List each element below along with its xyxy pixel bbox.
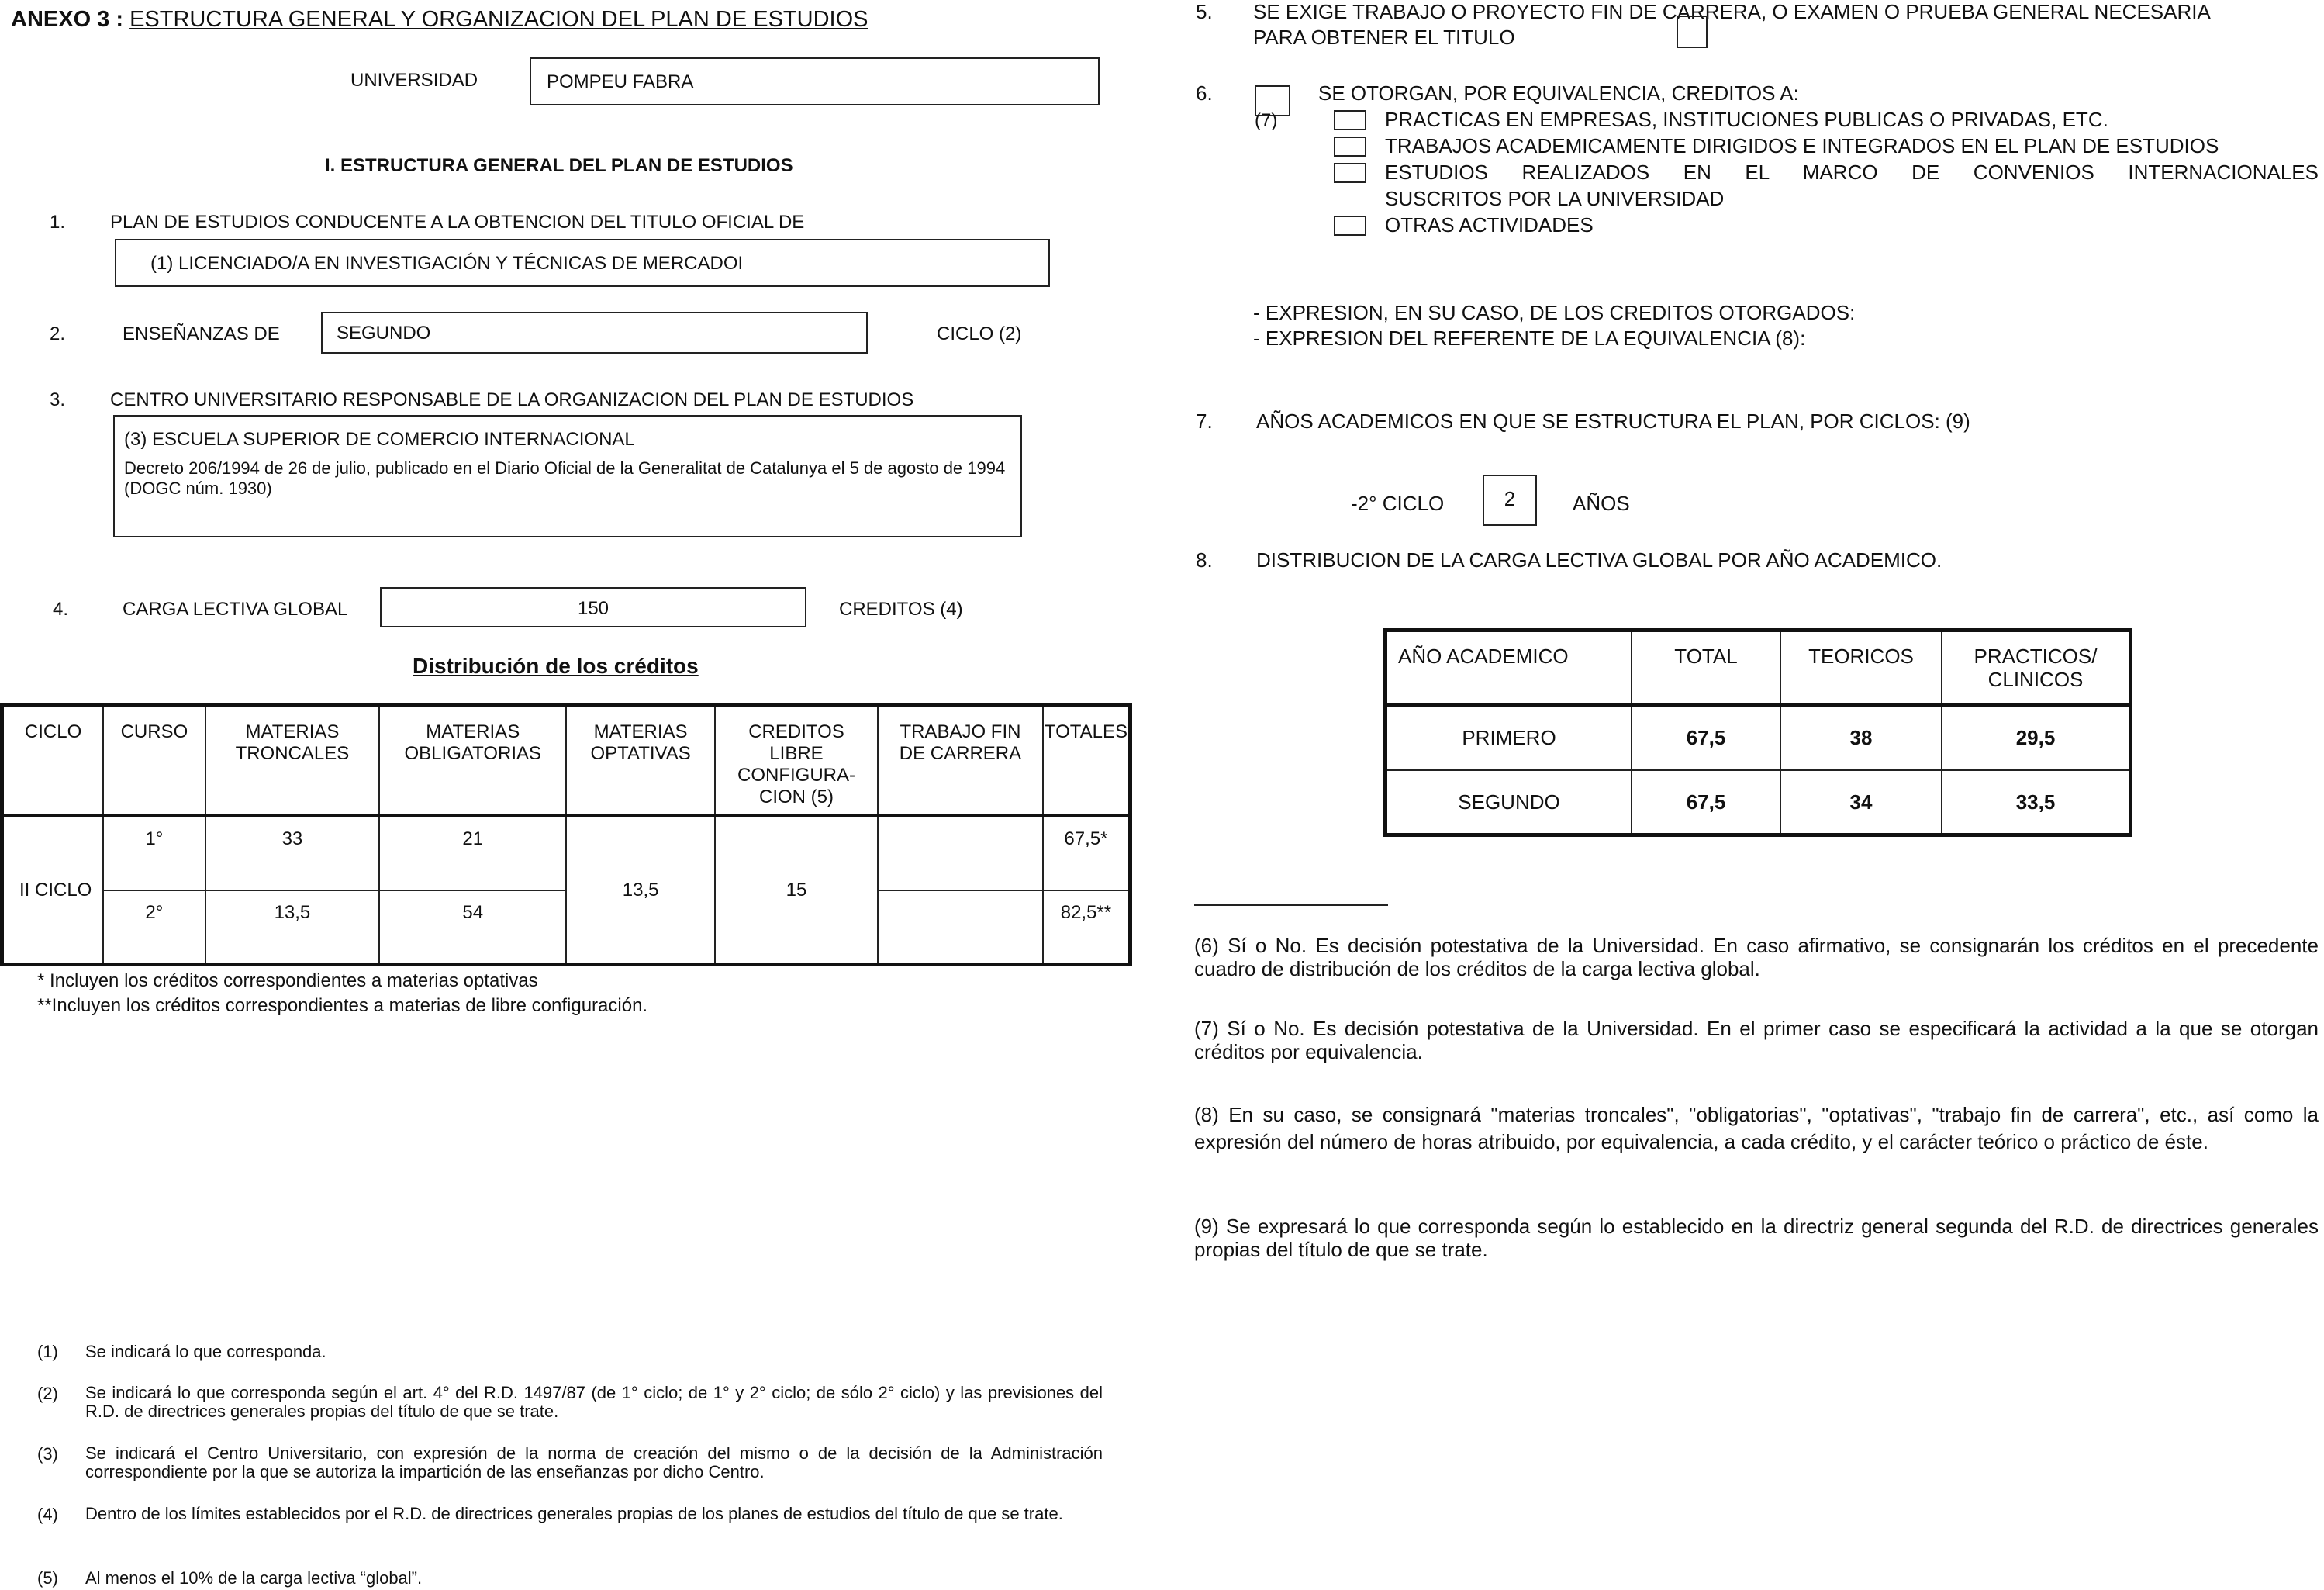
cycle-value: SEGUNDO [337,323,431,344]
degree-title-value: (1) LICENCIADO/A EN INVESTIGACIÓN Y TÉCNICAS DE MERCADOI [150,253,744,274]
totales-cell: 67,5* [1043,816,1131,890]
annex-title: ESTRUCTURA GENERAL Y ORGANIZACION DEL PLAN DE ESTUDIOS [129,7,868,32]
item6-ref: (7) [1255,110,1278,131]
option-checkbox-trabajos[interactable] [1334,137,1366,157]
trabajo-cell [878,816,1043,890]
credits-table [0,703,1132,966]
year-cell: PRIMERO [1386,705,1632,770]
item4-number: 4. [53,599,69,620]
option-checkbox-otras[interactable] [1334,216,1366,236]
header-ciclo: CICLO [2,706,104,816]
footnote-text: Sí o No. Es decisión potestativa de la Universidad. En el primer caso se especificará la actividad a la que se otorgan créditos por equivalencia. [1194,1017,2319,1063]
curso-cell: 2° [103,890,205,965]
cycle-field [321,312,868,354]
footnote-num: (5) [37,1568,58,1588]
global-load-field [380,587,806,627]
item2-suffix: CICLO (2) [937,323,1022,344]
footnote-num: (2) [37,1384,58,1403]
libre-cell: 15 [715,816,878,965]
footnote-1 [37,1342,1103,1362]
item8-number: 8. [1196,548,1213,572]
item3-number: 3. [50,389,66,410]
option-otras: OTRAS ACTIVIDADES [1385,213,1594,237]
practicos-cell: 29,5 [1942,705,2131,770]
section-title: I. ESTRUCTURA GENERAL DEL PLAN DE ESTUDIOS [325,155,793,176]
option-estudios-cont: SUSCRITOS POR LA UNIVERSIDAD [1385,187,1725,210]
troncales-cell: 13,5 [205,890,380,965]
footnote-text: En su caso, se consignará "materias troncales", "obligatorias", "optativas", "trabajo fin de carrera", etc., así como la expresión del número de horas atribuido, por equivalencia, a cada crédito, y el carácter teórico o práctico de éste. [1194,1103,2319,1153]
item2-label: ENSEÑANZAS DE [123,323,280,344]
footnote-num: (6) [1194,934,1219,957]
table-row [1386,705,2131,770]
item2-number: 2. [50,323,66,344]
table-row [1386,770,2131,835]
center-field [113,415,1022,537]
option-trabajos: TRABAJOS ACADEMICAMENTE DIRIGIDOS E INTEGRADOS EN EL PLAN DE ESTUDIOS [1385,134,2219,157]
footnote-num: (7) [1194,1017,1219,1040]
center-name: (3) ESCUELA SUPERIOR DE COMERCIO INTERNACIONAL [124,429,635,450]
university-field [530,57,1100,105]
item6-expr2: - EXPRESION DEL REFERENTE DE LA EQUIVALENCIA (8): [1253,327,1806,350]
item5-line1: SE EXIGE TRABAJO O PROYECTO FIN DE CARRERA, O EXAMEN O PRUEBA GENERAL NECESARIA [1253,0,2211,23]
footnote-2 [37,1384,1103,1421]
load-header-row [1386,631,2131,705]
footnote-num: (3) [37,1444,58,1464]
footnote-text: Se indicará lo que corresponda. [85,1342,326,1361]
header-optativas: MATERIAS OPTATIVAS [566,706,715,816]
item3-label: CENTRO UNIVERSITARIO RESPONSABLE DE LA ORGANIZACION DEL PLAN DE ESTUDIOS [110,389,914,410]
header-practicos: PRACTICOS/ CLINICOS [1942,631,2131,705]
item6-expr1: - EXPRESION, EN SU CASO, DE LOS CREDITOS OTORGADOS: [1253,301,1856,324]
item5-line2: PARA OBTENER EL TITULO [1253,26,1515,49]
header-obligatorias: MATERIAS OBLIGATORIAS [379,706,566,816]
total-cell: 67,5 [1632,770,1780,835]
footnote-num: (8) [1194,1103,1219,1126]
footnote-text: Al menos el 10% de la carga lectiva “global”. [85,1568,423,1588]
footnote-5 [37,1568,1103,1588]
cycle-years-unit: AÑOS [1573,492,1630,515]
totales-cell: 82,5** [1043,890,1131,965]
header-year: AÑO ACADEMICO [1386,631,1632,705]
footnote-divider [1194,904,1388,906]
footnote-text: Dentro de los límites establecidos por el R.D. de directrices generales propias de los planes de estudios del título de que se trate. [85,1504,1063,1523]
footnote-num: (9) [1194,1215,1219,1238]
credits-header-row [2,706,1131,816]
year-cell: SEGUNDO [1386,770,1632,835]
option-checkbox-practicas[interactable] [1334,110,1366,130]
obligatorias-cell: 21 [379,816,566,890]
load-by-year-table [1383,628,2132,837]
item4-label: CARGA LECTIVA GLOBAL [123,599,348,620]
curso-cell: 1° [103,816,205,890]
teoricos-cell: 38 [1780,705,1942,770]
university-value: POMPEU FABRA [547,71,694,92]
table-row [2,890,1131,965]
cycle-years-field [1483,475,1537,526]
credits-note-2: **Incluyen los créditos correspondientes a materias de libre configuración. [37,995,648,1016]
header-libre: CREDITOS LIBRE CONFIGURA-CION (5) [715,706,878,816]
header-curso: CURSO [103,706,205,816]
cycle-years-label: -2° CICLO [1351,492,1445,515]
header-totales: TOTALES [1043,706,1131,816]
item6-number: 6. [1196,81,1213,105]
item6-title: SE OTORGAN, POR EQUIVALENCIA, CREDITOS A: [1318,81,1799,105]
item4-suffix: CREDITOS (4) [839,599,963,620]
university-label: UNIVERSIDAD [350,70,478,91]
cycle-years-value: 2 [1504,487,1516,510]
footnote-6 [1194,934,2319,980]
center-decree: Decreto 206/1994 de 26 de julio, publicado en el Diario Oficial de la Generalitat de Catalunya el 5 de agosto de 1994 (DOGC núm. 1930) [124,458,1006,498]
ciclo-cell: II CICLO [2,816,104,965]
global-load-value: 150 [577,598,609,619]
teoricos-cell: 34 [1780,770,1942,835]
footnote-text: Se indicará el Centro Universitario, con expresión de la norma de creación del mismo o de la decisión de la Administración correspondiente por la que se autoriza la impartición de las enseñanzas por dicho Centro. [85,1443,1103,1481]
item8-label: DISTRIBUCION DE LA CARGA LECTIVA GLOBAL POR AÑO ACADEMICO. [1256,548,1942,572]
footnote-num: (1) [37,1342,58,1361]
footnote-8 [1194,1101,2319,1156]
footnote-text: Se expresará lo que corresponda según lo establecido en la directriz general segunda del R.D. de directrices generales propias del título de que se trate. [1194,1215,2319,1261]
credits-title: Distribución de los créditos [413,654,699,678]
credits-note-1: * Incluyen los créditos correspondientes a materias optativas [37,970,538,991]
item7-label: AÑOS ACADEMICOS EN QUE SE ESTRUCTURA EL PLAN, POR CICLOS: (9) [1256,410,1970,433]
trabajo-cell [878,890,1043,965]
header-teoricos: TEORICOS [1780,631,1942,705]
annex-label: ANEXO 3 : [11,7,124,32]
item1-number: 1. [50,212,66,233]
annex-heading [11,6,868,33]
header-troncales: MATERIAS TRONCALES [205,706,380,816]
table-row [2,816,1131,890]
final-project-checkbox[interactable] [1677,16,1708,48]
header-trabajo: TRABAJO FIN DE CARRERA [878,706,1043,816]
obligatorias-cell: 54 [379,890,566,965]
item1-label: PLAN DE ESTUDIOS CONDUCENTE A LA OBTENCION DEL TITULO OFICIAL DE [110,212,805,233]
degree-title-field [115,239,1050,287]
footnote-num: (4) [37,1505,58,1524]
header-total: TOTAL [1632,631,1780,705]
option-checkbox-estudios[interactable] [1334,163,1366,183]
item7-number: 7. [1196,410,1213,433]
total-cell: 67,5 [1632,705,1780,770]
practicos-cell: 33,5 [1942,770,2131,835]
option-estudios: ESTUDIOS REALIZADOS EN EL MARCO DE CONVENIOS INTERNACIONALES [1385,161,2319,184]
footnote-4 [37,1505,1103,1523]
item5-number: 5. [1196,0,1213,23]
footnote-3 [37,1444,1103,1481]
optativas-cell: 13,5 [566,816,715,965]
troncales-cell: 33 [205,816,380,890]
option-practicas: PRACTICAS EN EMPRESAS, INSTITUCIONES PUBLICAS O PRIVADAS, ETC. [1385,108,2108,131]
footnote-text: Se indicará lo que corresponda según el art. 4° del R.D. 1497/87 (de 1° ciclo; de 1° y 2° ciclo; de sólo 2° ciclo) y las previsiones del R.D. de directrices generales propias del título de que se trate. [85,1383,1103,1421]
footnote-9 [1194,1215,2319,1261]
footnote-text: Sí o No. Es decisión potestativa de la Universidad. En caso afirmativo, se consignarán los créditos en el precedente cuadro de distribución de los créditos de la carga lectiva global. [1194,934,2319,980]
footnote-7 [1194,1017,2319,1063]
